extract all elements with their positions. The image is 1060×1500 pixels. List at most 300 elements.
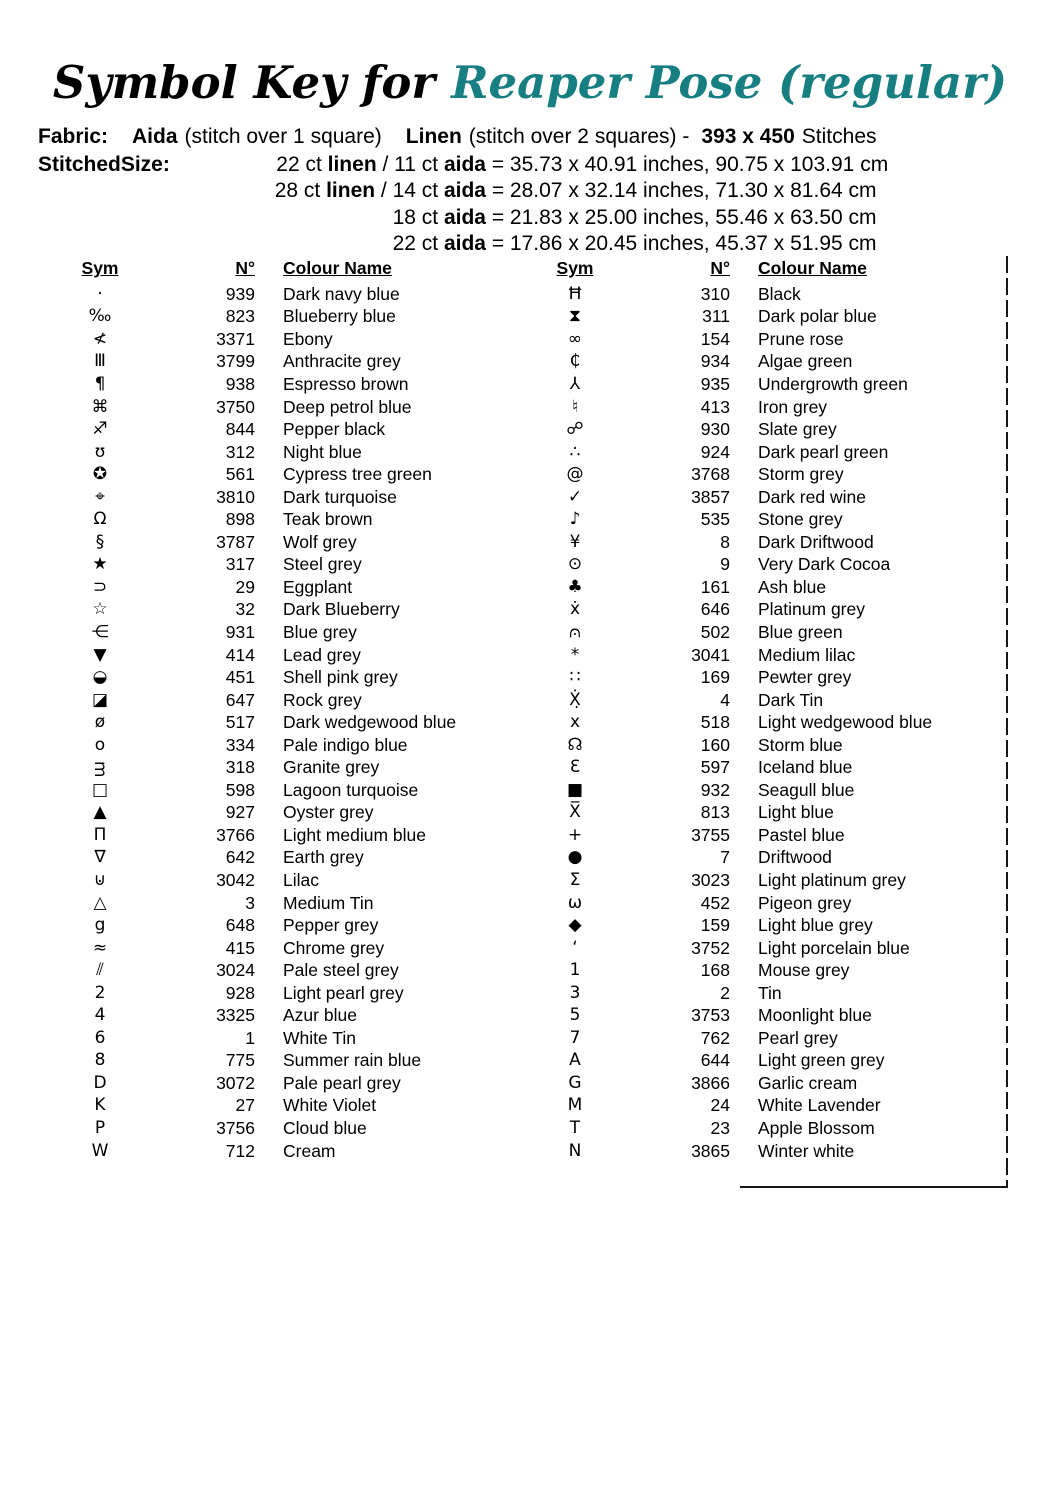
colour-name-cell: Tin <box>758 982 782 1003</box>
table-row <box>540 847 1010 870</box>
number-cell: 3865 <box>691 1140 730 1161</box>
number-cell: 3866 <box>691 1072 730 1093</box>
symbol-cell: + <box>567 824 583 845</box>
number-cell: 775 <box>225 1050 255 1071</box>
symbol-cell: * <box>570 644 580 665</box>
stitched-size-line <box>38 205 888 231</box>
number-cell: 712 <box>225 1140 255 1161</box>
colour-name-cell: Undergrowth green <box>758 373 908 394</box>
table-row <box>540 756 1010 779</box>
table-row <box>540 914 1010 937</box>
table-row <box>540 621 1010 644</box>
table-row <box>540 802 1010 825</box>
symbol-cell: @ <box>566 464 584 485</box>
number-cell: 413 <box>700 396 730 417</box>
colour-name-cell: Dark turquoise <box>283 486 397 507</box>
header-sym: Sym <box>81 258 119 278</box>
number-cell: 161 <box>700 576 730 597</box>
number-cell: 597 <box>700 757 730 778</box>
header-number: N° <box>235 258 255 278</box>
symbol-cell: 1 <box>569 960 581 981</box>
size-text: 28 ct <box>274 179 327 203</box>
table-row <box>65 441 520 464</box>
colour-name-cell: Dark navy blue <box>283 283 400 304</box>
symbol-cell: ■ <box>566 779 584 800</box>
table-row <box>65 756 520 779</box>
colour-name-cell: Algae green <box>758 351 853 372</box>
symbol-cell: Ħ <box>567 283 583 304</box>
symbol-cell: K <box>94 1095 106 1116</box>
colour-name-cell: Oyster grey <box>283 802 374 823</box>
colour-name-cell: Lead grey <box>283 644 361 665</box>
number-cell: 3857 <box>691 486 730 507</box>
colour-name-cell: Eggplant <box>283 576 353 597</box>
size-rest: = 35.73 x 40.91 inches, 90.75 x 103.91 cm <box>486 153 889 176</box>
size-prefix <box>38 205 486 231</box>
colour-name-cell: Earth grey <box>283 847 364 868</box>
table-row <box>540 396 1010 419</box>
table-row <box>540 1095 1010 1118</box>
colour-name-cell: Medium Tin <box>283 892 374 913</box>
number-cell: 414 <box>225 644 255 665</box>
symbol-cell: ♐ <box>92 419 108 440</box>
size-text: 18 ct <box>392 205 444 229</box>
number-cell: 823 <box>225 306 255 327</box>
symbol-cell: □ <box>91 779 109 800</box>
colour-name-cell: Cypress tree green <box>283 464 432 485</box>
colour-name-cell: Light green grey <box>758 1050 885 1071</box>
header-colour-name: Colour Name <box>283 258 392 278</box>
colour-name-cell: Medium lilac <box>758 644 856 665</box>
stitched-size-label: StitchedSize: <box>38 153 170 176</box>
symbol-cell: ‰ <box>88 306 112 327</box>
fabric-linen: Linen <box>405 125 462 148</box>
number-cell: 3041 <box>691 644 730 665</box>
symbol-cell: ω <box>567 892 583 913</box>
number-cell: 3072 <box>216 1072 255 1093</box>
colour-name-cell: Pale steel grey <box>283 960 399 981</box>
symbol-cell: ☊ <box>567 734 583 755</box>
size-text: / 11 ct <box>376 153 444 176</box>
size-bold: aida <box>443 179 486 203</box>
symbol-cell: ▼ <box>93 644 107 665</box>
symbol-cell: ◪ <box>91 689 109 710</box>
header-sym: Sym <box>556 258 594 278</box>
table-row <box>540 644 1010 667</box>
number-cell: 3371 <box>216 328 255 349</box>
number-cell: 928 <box>225 982 255 1003</box>
symbol-cell: ∴ <box>569 441 581 462</box>
colour-name-cell: Cloud blue <box>283 1118 367 1138</box>
symbol-cell: ⩀ <box>569 621 581 642</box>
size-text: 22 ct <box>392 231 444 255</box>
colour-name-cell: Winter white <box>758 1140 855 1161</box>
symbol-cell: x <box>569 712 581 733</box>
fabric-line <box>38 124 877 150</box>
colour-name-cell: Dark Driftwood <box>758 531 874 552</box>
colour-name-cell: Light pearl grey <box>283 982 404 1003</box>
number-cell: 647 <box>225 689 255 710</box>
number-cell: 561 <box>225 464 255 485</box>
colour-name-cell: Pewter grey <box>758 667 852 688</box>
symbol-cell: ʊ <box>94 441 106 462</box>
table-row <box>65 351 520 374</box>
table-bottom-line <box>740 1186 1008 1188</box>
stitched-size-block <box>38 152 888 257</box>
symbol-cell: ✪ <box>92 464 108 485</box>
number-cell: 935 <box>700 373 730 394</box>
table-row <box>65 982 520 1005</box>
colour-name-cell: Blue green <box>758 621 843 642</box>
symbol-cell: Ẋ̣ <box>569 689 581 710</box>
symbol-cell: · <box>97 283 103 304</box>
number-cell: 7 <box>720 847 730 868</box>
table-row <box>540 1140 1010 1163</box>
colour-name-cell: Stone grey <box>758 509 843 530</box>
table-row <box>65 937 520 960</box>
number-cell: 160 <box>700 734 730 755</box>
size-bold: aida <box>443 205 486 229</box>
colour-name-cell: Light porcelain blue <box>758 937 910 958</box>
fabric-label: Fabric: <box>38 125 109 148</box>
table-row <box>65 621 520 644</box>
table-row <box>540 1005 1010 1028</box>
table-row <box>65 1050 520 1073</box>
symbol-cell: Ⅲ <box>94 351 106 372</box>
number-cell: 8 <box>720 531 730 552</box>
colour-name-cell: Slate grey <box>758 419 837 440</box>
number-cell: 938 <box>225 373 255 394</box>
symbol-cell: ♪ <box>569 509 581 530</box>
number-cell: 154 <box>700 328 730 349</box>
table-row <box>65 418 520 441</box>
table-row <box>65 959 520 982</box>
symbol-cell: 6 <box>94 1027 106 1048</box>
symbol-cell: ∷ <box>569 667 581 688</box>
colour-name-cell: Dark pearl green <box>758 441 889 462</box>
colour-name-cell: Light wedgewood blue <box>758 712 933 733</box>
colour-name-cell: Iron grey <box>758 396 828 417</box>
number-cell: 642 <box>225 847 255 868</box>
colour-name-cell: Seagull blue <box>758 779 855 800</box>
symbol-cell: △ <box>93 892 107 913</box>
colour-name-cell: Mouse grey <box>758 960 850 981</box>
colour-name-cell: Night blue <box>283 441 362 462</box>
colour-name-cell: Lilac <box>283 869 319 890</box>
colour-name-cell: Platinum grey <box>758 599 865 620</box>
number-cell: 312 <box>225 441 255 462</box>
colour-name-cell: Granite grey <box>283 757 380 778</box>
symbol-cell: 8 <box>94 1050 106 1071</box>
header-colour-name: Colour Name <box>758 258 867 278</box>
symbol-cell: 4 <box>94 1005 106 1026</box>
number-cell: 311 <box>702 306 730 327</box>
size-rest: = 28.07 x 32.14 inches, 71.30 x 81.64 cm <box>486 179 877 203</box>
number-cell: 169 <box>700 667 730 688</box>
number-cell: 32 <box>235 599 255 620</box>
table-row <box>540 982 1010 1005</box>
symbol-cell: ◆ <box>568 915 582 936</box>
symbol-table-right <box>540 258 1010 1162</box>
symbol-cell: A <box>569 1050 581 1071</box>
table-row <box>540 1050 1010 1073</box>
table-row <box>65 508 520 531</box>
table-row <box>540 1027 1010 1050</box>
colour-name-cell: Light blue grey <box>758 915 873 936</box>
number-cell: 3756 <box>216 1118 255 1138</box>
size-bold: linen <box>326 179 376 203</box>
symbol-cell: Ω <box>93 509 107 530</box>
fabric-linen-note: (stitch over 2 squares) - <box>468 125 690 148</box>
number-cell: 3023 <box>691 869 730 890</box>
colour-name-cell: Cream <box>283 1140 336 1161</box>
number-cell: 535 <box>700 509 730 530</box>
size-prefix <box>38 178 486 204</box>
colour-name-cell: Moonlight blue <box>758 1005 872 1026</box>
size-bold: aida <box>443 153 486 176</box>
table-rows-left <box>65 283 520 1162</box>
symbol-table-left <box>65 258 520 1162</box>
table-header <box>65 258 520 283</box>
table-row <box>540 1072 1010 1095</box>
symbol-cell: ⫽ <box>96 960 104 981</box>
fabric-stitches-word: Stitches <box>801 125 877 148</box>
symbol-cell: ⊍ <box>93 869 107 890</box>
symbol-cell: M <box>567 1095 583 1116</box>
number-cell: 502 <box>700 621 730 642</box>
number-cell: 2 <box>720 982 730 1003</box>
number-cell: 3750 <box>216 396 255 417</box>
colour-name-cell: White Violet <box>283 1095 377 1116</box>
colour-name-cell: Garlic cream <box>758 1072 858 1093</box>
colour-name-cell: Dark polar blue <box>758 306 877 327</box>
colour-name-cell: Storm grey <box>758 464 844 485</box>
number-cell: 934 <box>700 351 730 372</box>
colour-name-cell: Black <box>758 283 801 304</box>
colour-name-cell: Anthracite grey <box>283 351 401 372</box>
colour-name-cell: Ash blue <box>758 576 827 597</box>
table-row <box>540 869 1010 892</box>
table-row <box>540 689 1010 712</box>
fabric-aida-note: (stitch over 1 square) <box>184 125 382 148</box>
number-cell: 3755 <box>691 824 730 845</box>
table-row <box>540 666 1010 689</box>
number-cell: 159 <box>700 915 730 936</box>
symbol-cell: ¶ <box>94 373 106 394</box>
colour-name-cell: Prune rose <box>758 328 844 349</box>
table-row <box>540 306 1010 329</box>
table-row <box>65 892 520 915</box>
symbol-cell: § <box>95 531 105 552</box>
number-cell: 3752 <box>691 937 730 958</box>
number-cell: 9 <box>720 554 730 575</box>
colour-name-cell: Steel grey <box>283 554 362 575</box>
size-text: 22 ct <box>276 153 328 176</box>
table-row <box>65 576 520 599</box>
symbol-cell: P <box>94 1118 106 1138</box>
number-cell: 518 <box>700 712 730 733</box>
table-row <box>65 666 520 689</box>
symbol-cell: D <box>93 1072 107 1093</box>
colour-name-cell: Dark Tin <box>758 689 824 710</box>
table-row <box>65 283 520 306</box>
symbol-cell: ∇ <box>94 847 106 868</box>
table-row <box>540 892 1010 915</box>
symbol-cell: ⅄ <box>569 373 581 394</box>
symbol-cell: X̅ <box>569 802 581 823</box>
number-cell: 452 <box>700 892 730 913</box>
table-row <box>65 1072 520 1095</box>
number-cell: 3042 <box>216 869 255 890</box>
colour-name-cell: Light blue <box>758 802 834 823</box>
table-row <box>65 779 520 802</box>
symbol-cell: Π <box>93 824 107 845</box>
table-row <box>540 373 1010 396</box>
number-cell: 334 <box>225 734 255 755</box>
table-row <box>540 734 1010 757</box>
table-row <box>65 599 520 622</box>
colour-name-cell: Teak brown <box>283 509 373 530</box>
symbol-cell: 3 <box>569 982 581 1003</box>
table-row <box>540 463 1010 486</box>
table-row <box>540 531 1010 554</box>
symbol-cell: ★ <box>92 554 108 575</box>
table-row <box>540 283 1010 306</box>
table-row <box>65 373 520 396</box>
symbol-cell: o <box>94 734 106 755</box>
symbol-cell: Σ <box>569 869 581 890</box>
number-cell: 310 <box>700 283 730 304</box>
title-script-black: Symbol Key for <box>52 56 436 109</box>
colour-name-cell: Pepper grey <box>283 915 379 936</box>
size-prefix <box>38 231 486 257</box>
colour-name-cell: Rock grey <box>283 689 362 710</box>
symbol-cell: W <box>91 1140 109 1161</box>
number-cell: 3753 <box>691 1005 730 1026</box>
table-row <box>540 1117 1010 1140</box>
number-cell: 517 <box>225 712 255 733</box>
number-cell: 27 <box>235 1095 255 1116</box>
table-row <box>65 847 520 870</box>
number-cell: 318 <box>225 757 255 778</box>
fabric-aida: Aida <box>132 125 178 148</box>
symbol-cell: N <box>568 1140 582 1161</box>
number-cell: 646 <box>700 599 730 620</box>
symbol-cell: ✓ <box>567 486 583 507</box>
colour-name-cell: Dark red wine <box>758 486 866 507</box>
colour-name-cell: Summer rain blue <box>283 1050 422 1071</box>
colour-name-cell: Light platinum grey <box>758 869 906 890</box>
number-cell: 23 <box>710 1118 730 1138</box>
symbol-cell: ẋ <box>569 599 581 620</box>
table-header <box>540 258 1010 283</box>
table-row <box>65 1117 520 1140</box>
symbol-cell: 7 <box>569 1027 581 1048</box>
colour-name-cell: Blueberry blue <box>283 306 396 327</box>
symbol-cell: ☍ <box>566 419 584 440</box>
number-cell: 3787 <box>216 531 255 552</box>
header-number: N° <box>710 258 730 278</box>
symbol-cell: ₵ <box>569 351 581 372</box>
symbol-cell: ⊙ <box>567 554 583 575</box>
number-cell: 1 <box>245 1027 255 1048</box>
symbol-cell: G <box>568 1072 582 1093</box>
symbol-cell: ● <box>567 847 583 868</box>
colour-name-cell: Iceland blue <box>758 757 853 778</box>
symbol-cell: ⧗ <box>569 306 581 327</box>
colour-name-cell: Pale indigo blue <box>283 734 408 755</box>
number-cell: 813 <box>700 802 730 823</box>
number-cell: 924 <box>700 441 730 462</box>
number-cell: 168 <box>700 960 730 981</box>
number-cell: 4 <box>720 689 730 710</box>
symbol-cell: ≮ <box>92 328 108 349</box>
table-row <box>65 689 520 712</box>
colour-name-cell: Shell pink grey <box>283 667 398 688</box>
number-cell: 930 <box>700 419 730 440</box>
table-row <box>540 554 1010 577</box>
size-bold: linen <box>327 153 377 176</box>
table-row <box>540 328 1010 351</box>
number-cell: 598 <box>225 779 255 800</box>
symbol-cell: ◒ <box>92 667 108 688</box>
table-row <box>540 937 1010 960</box>
symbol-cell: 5 <box>569 1005 581 1026</box>
colour-name-cell: Chrome grey <box>283 937 385 958</box>
number-cell: 451 <box>225 667 255 688</box>
number-cell: 939 <box>225 283 255 304</box>
number-cell: 317 <box>225 554 255 575</box>
table-row <box>65 463 520 486</box>
table-row <box>65 554 520 577</box>
size-bold: aida <box>443 231 486 255</box>
table-row <box>540 779 1010 802</box>
page-title <box>0 58 1060 108</box>
table-row <box>65 306 520 329</box>
symbol-cell: ⋲ <box>91 621 109 642</box>
colour-name-cell: Wolf grey <box>283 531 357 552</box>
number-cell: 3325 <box>216 1005 255 1026</box>
colour-name-cell: Very Dark Cocoa <box>758 554 891 575</box>
symbol-cell: ‘ <box>572 937 578 958</box>
symbol-cell: ♣ <box>567 576 583 597</box>
table-row <box>65 644 520 667</box>
column-divider-line <box>1006 256 1008 1188</box>
colour-name-cell: Pearl grey <box>758 1027 838 1048</box>
symbol-cell: 2 <box>94 982 106 1003</box>
table-row <box>65 1027 520 1050</box>
table-row <box>65 1005 520 1028</box>
symbol-cell: ♮ <box>571 396 579 417</box>
symbol-cell: g <box>94 915 106 936</box>
colour-name-cell: White Lavender <box>758 1095 881 1116</box>
table-row <box>65 869 520 892</box>
table-row <box>65 328 520 351</box>
table-row <box>65 531 520 554</box>
symbol-cell: ¥ <box>569 531 581 552</box>
number-cell: 931 <box>225 621 255 642</box>
table-row <box>65 734 520 757</box>
symbol-cell: ø <box>94 712 106 733</box>
symbol-cell: ☆ <box>92 599 108 620</box>
table-row <box>540 711 1010 734</box>
table-row <box>540 824 1010 847</box>
number-cell: 3024 <box>216 960 255 981</box>
number-cell: 415 <box>225 937 255 958</box>
table-row <box>540 959 1010 982</box>
colour-name-cell: Pale pearl grey <box>283 1072 401 1093</box>
table-row <box>540 508 1010 531</box>
